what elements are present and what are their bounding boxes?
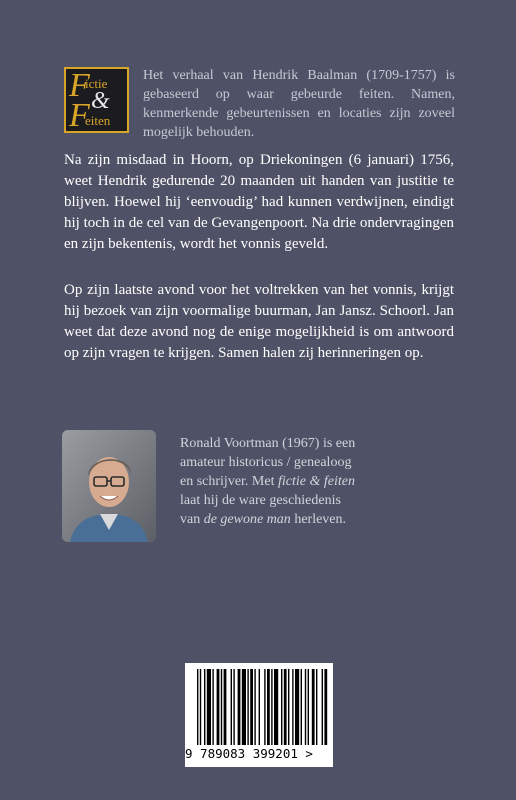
blurb-paragraph-1: Na zijn misdaad in Hoorn, op Driekoningen (6 januari) 1756, weet Hendrik gedurende 20 maanden uit handen van justitie te blijven. Hoewel hij ‘eenvoudig’ had kunnen verdwijnen, eindigt hij toch in de cel van de Gevangenpoort. Na drie ondervragingen en zijn bekentenis, wordt het vonnis geveld. (64, 152, 454, 252)
blurb-paragraph-2: Op zijn laatste avond voor het voltrekken van het vonnis, krijgt hij bezoek van zijn voormalige buurman, Jan Jansz. Schoorl. Jan weet dat deze avond nog de enige mogelijkheid is om antwoord op zijn vragen te krijgen. Samen halen zij herinneringen op. (64, 282, 454, 361)
barcode-bar (221, 669, 222, 745)
barcode-bar (281, 669, 282, 745)
logo-ampersand: & (91, 88, 110, 114)
author-portrait-illustration (62, 430, 156, 542)
logo-word-feiten: eiten (85, 113, 111, 128)
barcode-bar (324, 669, 327, 745)
logo-letter-f-bottom: F (69, 97, 90, 134)
barcode-bar (217, 669, 220, 745)
barcode-bar (295, 669, 299, 745)
barcode-bar (247, 669, 248, 745)
barcode-bar (271, 669, 272, 745)
barcode-bar (200, 669, 201, 745)
barcode-bar (274, 669, 278, 745)
barcode-bar (197, 669, 198, 745)
barcode-bar (254, 669, 255, 745)
barcode-bar (301, 669, 302, 745)
barcode-bar (264, 669, 265, 745)
barcode-bar (259, 669, 260, 745)
author-photo (62, 430, 156, 542)
barcode-bar (305, 669, 306, 745)
author-bio (180, 434, 358, 529)
fictie-feiten-logo (64, 67, 129, 133)
barcode-bar (288, 669, 289, 745)
bio-common-man: de gewone man (203, 512, 291, 527)
bio-text-2: laat hij de ware geschiedenis van (180, 493, 341, 527)
barcode-bars (185, 663, 333, 747)
bio-text-3: herleven. (290, 512, 347, 527)
isbn-barcode (185, 663, 333, 767)
barcode-bar (292, 669, 293, 745)
barcode-bar (242, 669, 246, 745)
barcode-bar (224, 669, 227, 745)
barcode-bar (322, 669, 323, 745)
bio-series-name: fictie & feiten (277, 474, 355, 489)
logo-letter-f-top: F (69, 67, 90, 104)
isbn-number: 9 789083 399201 > (185, 746, 313, 761)
barcode-bar (312, 669, 315, 745)
barcode-bar (238, 669, 241, 745)
barcode-bar (308, 669, 309, 745)
barcode-bar (284, 669, 287, 745)
barcode-bar (231, 669, 232, 745)
logo-word-fictie: ictie (85, 76, 108, 91)
barcode-bar (212, 669, 213, 745)
barcode-bar (204, 669, 205, 745)
barcode-bar (207, 669, 211, 745)
bio-text-1: Ronald Voortman (1967) is een amateur historicus / genealoog en schrijver. Met (180, 436, 356, 489)
barcode-bar (267, 669, 270, 745)
barcode-bar (233, 669, 234, 745)
barcode-bar (250, 669, 253, 745)
intro-text: Het verhaal van Hendrik Baalman (1709-1757) is gebaseerd op waar gebeurde feiten. Namen, kenmerkende gebeurtenissen en locaties zijn zoveel mogelijk behouden. (143, 68, 455, 140)
barcode-bar (316, 669, 317, 745)
